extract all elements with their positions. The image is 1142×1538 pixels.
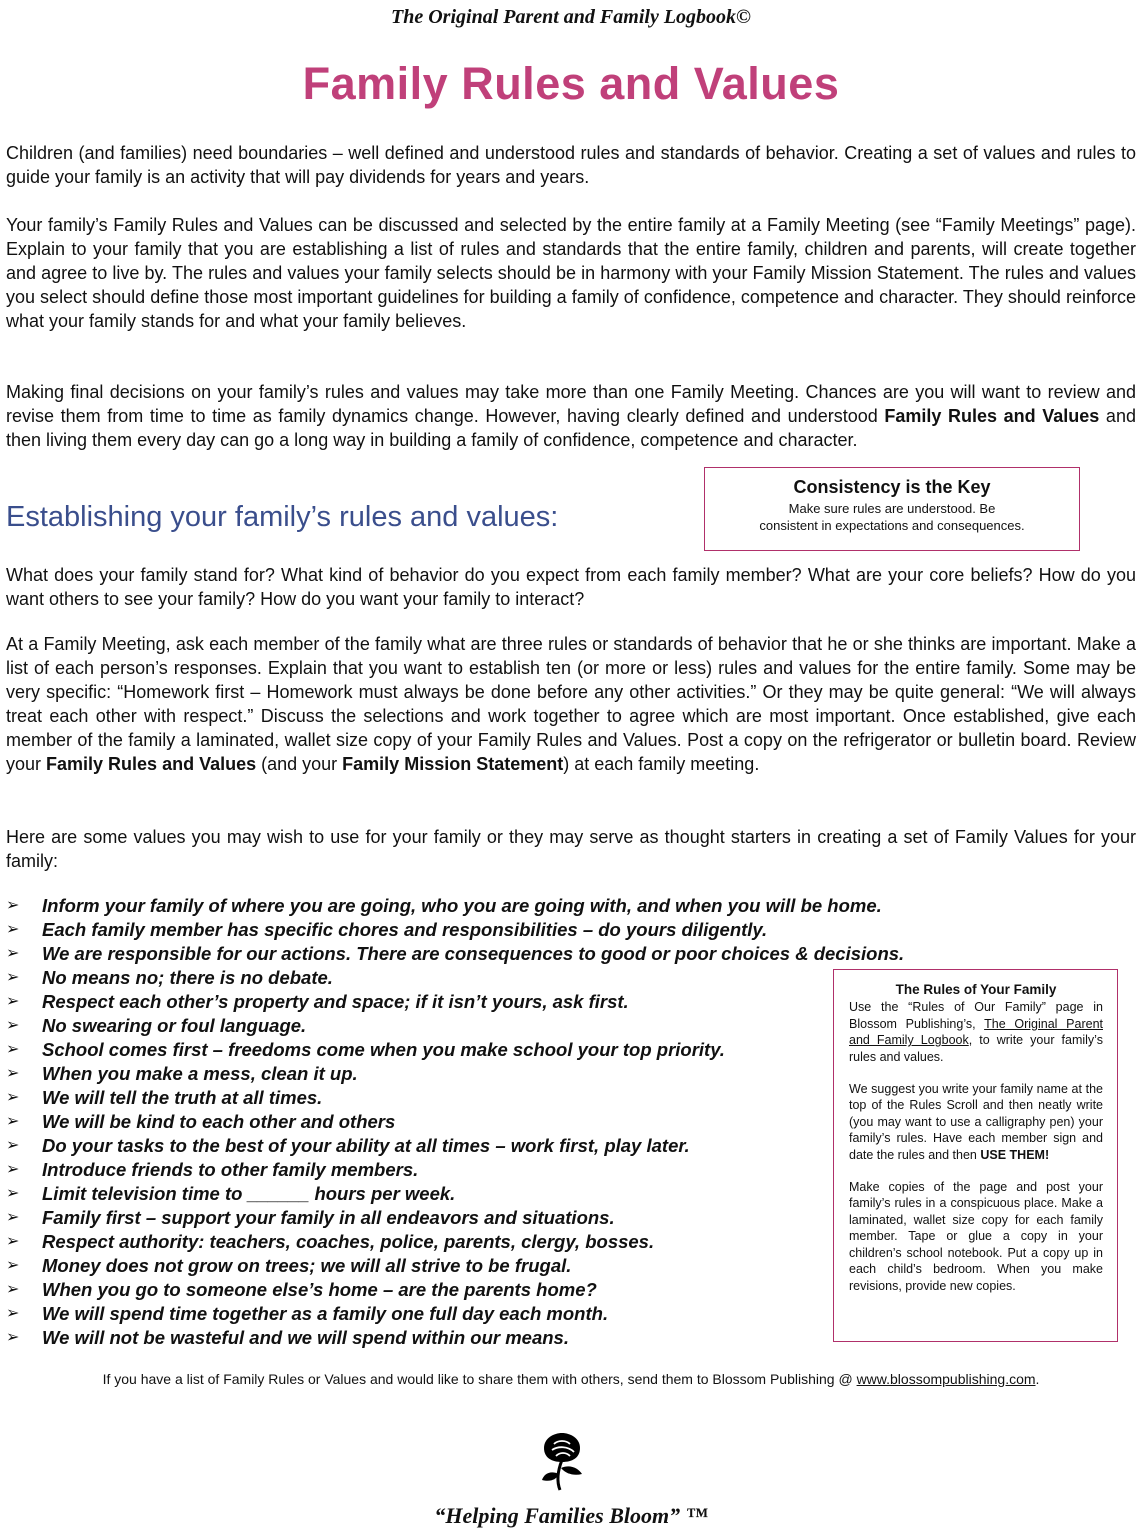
- tagline: “Helping Families Bloom” ™: [434, 1503, 708, 1528]
- value-text: No means no; there is no debate.: [42, 967, 333, 988]
- value-item: [6, 966, 846, 990]
- arrow-bullet-icon: ➢: [6, 1185, 20, 1202]
- arrow-bullet-icon: ➢: [6, 1281, 20, 1298]
- arrow-bullet-icon: ➢: [6, 1233, 20, 1250]
- value-item: [6, 1014, 846, 1038]
- questions-paragraph: What does your family stand for? What kind of behavior do you expect from each family member? What are your core beliefs? How do you want others to see your family? How do you want your family to interact?: [6, 565, 1136, 609]
- arrow-bullet-icon: ➢: [6, 921, 20, 938]
- value-text: School comes first – freedoms come when you make school your top priority.: [42, 1039, 725, 1060]
- value-text: Introduce friends to other family members.: [42, 1159, 419, 1180]
- consistency-callout: [704, 467, 1080, 551]
- rules-callout-title: The Rules of Your Family: [895, 982, 1057, 997]
- value-item: [6, 1230, 846, 1254]
- rules-callout-p2: We suggest you write your family name at the top of the Rules Scroll and then neatly write (you may want to use a calligraphy pen) your family’s rules. Have each member sign and date the rules and then USE THEM!: [849, 1082, 1103, 1162]
- footnote: If you have a list of Family Rules or Values and would like to share them with others, send them to Blossom Publishing @ www.blossompublishing.com.: [102, 1371, 1040, 1387]
- value-text: No swearing or foul language.: [42, 1015, 307, 1036]
- logbook-header: The Original Parent and Family Logbook©: [391, 6, 751, 28]
- value-text: When you go to someone else’s home – are the parents home?: [42, 1279, 597, 1300]
- arrow-bullet-icon: ➢: [6, 1137, 20, 1154]
- arrow-bullet-icon: ➢: [6, 1305, 20, 1322]
- value-text: Each family member has specific chores and responsibilities – do yours diligently.: [42, 919, 768, 940]
- value-text: Respect authority: teachers, coaches, police, parents, clergy, bosses.: [42, 1231, 655, 1252]
- value-item: [6, 1062, 846, 1086]
- value-text: We will spend time together as a family one full day each month.: [42, 1303, 609, 1324]
- value-item: [6, 1278, 846, 1302]
- arrow-bullet-icon: ➢: [6, 1065, 20, 1082]
- arrow-bullet-icon: ➢: [6, 993, 20, 1010]
- rules-callout-p3: Make copies of the page and post your family’s rules in a conspicuous place. Make a laminated, wallet size copy for each family member. Tape or glue a copy in your children’s school notebook. Put a copy up in each child’s bedroom. When you make revisions, provide new copies.: [849, 1180, 1103, 1293]
- value-item: [6, 918, 846, 942]
- page-title: Family Rules and Values: [302, 58, 840, 109]
- value-text: Limit television time to ______ hours per week.: [42, 1183, 456, 1204]
- intro-paragraph-2: Your family’s Family Rules and Values can be discussed and selected by the entire family at a Family Meeting (see “Family Meetings” page). Explain to your family that you are establishing a list of rules and standards that the entire family, children and parents, will create together and agree to live by. The rules and values your family selects should be in harmony with your Family Mission Statement. The rules and values you select should define those most important guidelines for building a family of confidence, competence and character. They should reinforce what your family stands for and what your family believes.: [6, 215, 1136, 331]
- value-item: [6, 1182, 846, 1206]
- arrow-bullet-icon: ➢: [6, 1329, 20, 1346]
- value-text: We will tell the truth at all times.: [42, 1087, 323, 1108]
- value-item: [6, 1158, 846, 1182]
- value-text: Family first – support your family in all endeavors and situations.: [42, 1207, 615, 1228]
- arrow-bullet-icon: ➢: [6, 1017, 20, 1034]
- value-item: [6, 1206, 846, 1230]
- value-text: Do your tasks to the best of your ability at all times – work first, play later.: [42, 1135, 690, 1156]
- value-item: [6, 1038, 846, 1062]
- value-item: [6, 1302, 846, 1326]
- value-item: [6, 1326, 846, 1350]
- arrow-bullet-icon: ➢: [6, 1113, 20, 1130]
- publisher-link[interactable]: www.blossompublishing.com: [856, 1371, 1036, 1387]
- section-heading: Establishing your family’s rules and values:: [6, 501, 559, 533]
- callout-body: Make sure rules are understood. Be consistent in expectations and consequences.: [759, 501, 1025, 533]
- arrow-bullet-icon: ➢: [6, 1089, 20, 1106]
- intro-paragraph-1: Children (and families) need boundaries – well defined and understood rules and standards of behavior. Creating a set of values and rules to guide your family is an activity that will pay dividends for years and years.: [6, 143, 1136, 187]
- arrow-bullet-icon: ➢: [6, 1161, 20, 1178]
- arrow-bullet-icon: ➢: [6, 897, 20, 914]
- value-item: [6, 990, 846, 1014]
- arrow-bullet-icon: ➢: [6, 1041, 20, 1058]
- value-item: [6, 1134, 846, 1158]
- value-item: [6, 1254, 846, 1278]
- value-text: Inform your family of where you are going, who you are going with, and when you will be home.: [42, 895, 882, 916]
- arrow-bullet-icon: ➢: [6, 969, 20, 986]
- value-text: We will not be wasteful and we will spend within our means.: [42, 1327, 569, 1348]
- value-text: We are responsible for our actions. There are consequences to good or poor choices & decisions.: [42, 943, 905, 964]
- arrow-bullet-icon: ➢: [6, 1257, 20, 1274]
- value-item: [6, 942, 905, 966]
- rules-callout-p1: Use the “Rules of Our Family” page in Blossom Publishing’s, The Original Parent and Family Logbook, to write your family’s rules and values.: [849, 1000, 1103, 1064]
- value-item: [6, 894, 882, 918]
- family-meeting-paragraph: At a Family Meeting, ask each member of the family what are three rules or standards of behavior that he or she thinks are important. Make a list of each person’s responses. Explain that you want to establish ten (or more or less) rules and values for the entire family. Some may be very specific: “Homework first – Homework must always be done before any other activities.” Or they may be quite general: “We will always treat each other with respect.” Discuss the selections and work together to agree which are most important. Once established, give each member of the family a laminated, wallet size copy of your Family Rules and Values. Post a copy on the refrigerator or bulletin board. Review your Family Rules and Values (and your Family Mission Statement) at each family meeting.: [6, 634, 1136, 774]
- value-item: [6, 1086, 846, 1110]
- value-text: When you make a mess, clean it up.: [42, 1063, 358, 1084]
- rose-icon: [536, 1430, 588, 1492]
- value-item: [6, 1110, 846, 1134]
- value-text: Money does not grow on trees; we will all strive to be frugal.: [42, 1255, 572, 1276]
- values-intro-paragraph: Here are some values you may wish to use for your family or they may serve as thought starters in creating a set of Family Values for your family:: [6, 827, 1136, 871]
- rules-callout: [833, 969, 1118, 1342]
- value-text: We will be kind to each other and others: [42, 1111, 396, 1132]
- intro-paragraph-3: Making final decisions on your family’s rules and values may take more than one Family Meeting. Chances are you will want to review and revise them from time to time as family dynamics change. However, having clearly defined and understood Family Rules and Values and then living them every day can go a long way in building a family of confidence, competence and character.: [6, 382, 1136, 450]
- values-list: [6, 894, 905, 1350]
- arrow-bullet-icon: ➢: [6, 945, 20, 962]
- callout-title: Consistency is the Key: [793, 477, 991, 497]
- arrow-bullet-icon: ➢: [6, 1209, 20, 1226]
- value-text: Respect each other’s property and space; if it isn’t yours, ask first.: [42, 991, 629, 1012]
